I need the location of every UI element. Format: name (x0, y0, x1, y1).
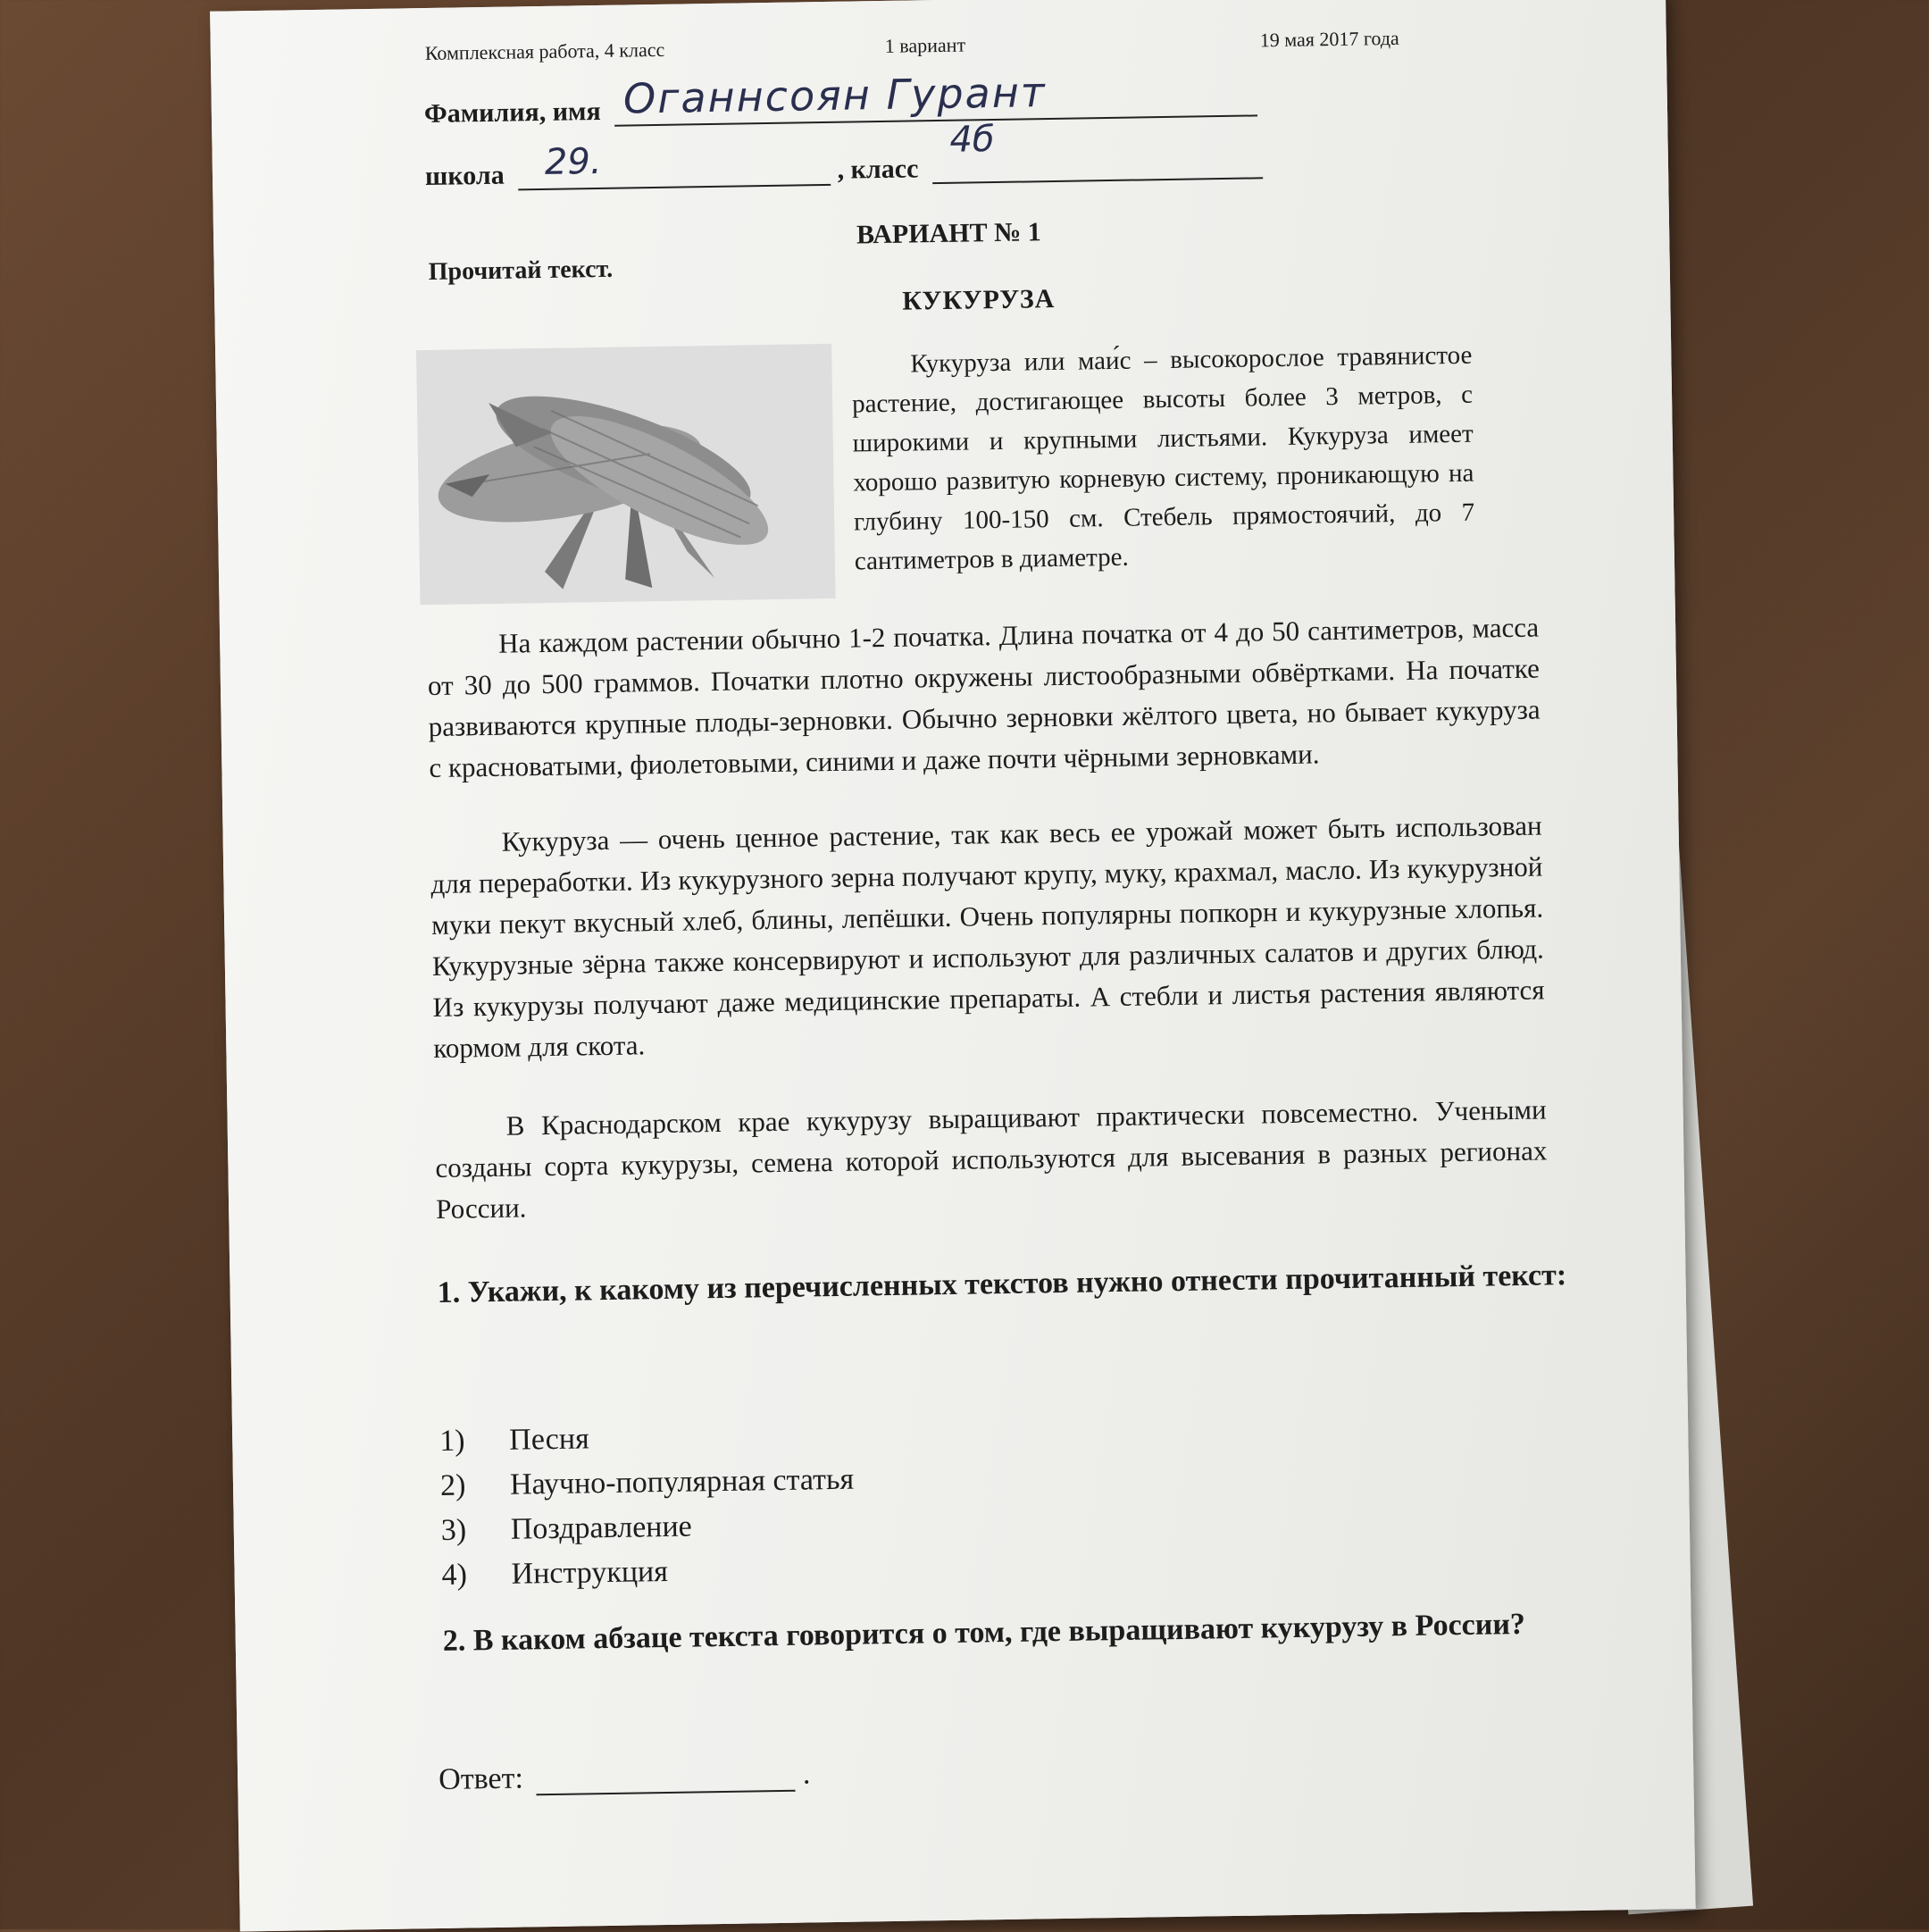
paragraph-1: Кукуруза или маи́с – высокорослое травянистое растение, достигающее высоты более 3 метров, с широкими и крупными листьями. Кукуруза имеет хорошо развитую корневую систему, проникающую на глубину 100-150 см. Стебель прямостоячий, до 7 сантиметров в диаметре. (851, 340, 1475, 576)
header-center: 1 вариант (884, 33, 966, 57)
answer-field[interactable] (536, 1763, 795, 1796)
name-field[interactable] (614, 68, 1257, 126)
school-class-row (424, 119, 1263, 192)
answer-label: Ответ: (438, 1761, 524, 1797)
class-label: , класс (837, 154, 919, 185)
answer-period: . (802, 1757, 811, 1791)
worksheet-page (210, 0, 1696, 1932)
option-number: 1) (438, 1424, 465, 1458)
paragraph-4: В Краснодарском крае кукурузу выращивают практически повсеместно. Учеными созданы сорта кукурузы, семена которой используются для высевания в разных регионах России. (435, 1093, 1548, 1225)
header-right: 19 мая 2017 года (1259, 26, 1399, 52)
option-label: Инструкция (511, 1554, 669, 1591)
question-1: 1. Укажи, к какому из перечисленных текстов нужно отнести прочитанный текст: (437, 1259, 1567, 1309)
option-1[interactable] (439, 1417, 589, 1464)
option-number: 3) (440, 1513, 467, 1547)
option-2[interactable] (440, 1458, 855, 1509)
option-3[interactable] (440, 1505, 692, 1553)
answer-row (438, 1757, 811, 1797)
option-label: Поздравление (510, 1510, 693, 1546)
read-prompt: Прочитай текст. (428, 255, 614, 286)
question-2: 2. В каком абзаце текста говорится о том, где выращивают кукурузу в России? (442, 1607, 1526, 1658)
text-title: КУКУРУЗА (902, 283, 1056, 316)
school-value: 29. (544, 140, 602, 183)
option-4[interactable] (441, 1550, 668, 1598)
corn-cobs-photo (416, 344, 835, 605)
paragraph-3: Кукуруза — очень ценное растение, так как весь ее урожай может быть использован для переработки. Из кукурузного зерна получают крупу, муку, крахмал, масло. Из кукурузной муки пекут вкусный хлеб, блины, лепёшки. Очень популярны попкорн и кукурузные хлопья. Кукурузные зёрна также консервируют и используют для различных салатов и других блюд. Из кукурузы получают даже медицинские препараты. А стебли и листья растения являются кормом для скота. (430, 809, 1545, 1065)
name-value: Оганнсоян Гурант (622, 68, 1047, 123)
option-number: 4) (441, 1558, 468, 1592)
class-field[interactable] (932, 119, 1264, 184)
name-field-row (423, 68, 1258, 130)
paragraph-2: На каждом растении обычно 1-2 початка. Длина початка от 4 до 50 сантиметров, масса от 30 до 500 граммов. Початки плотно окружены листообразными обвёртками. На початке развиваются крупные плоды-зерновки. Обычно зерновки жёлтого цвета, но бывает кукуруза с красноватыми, фиолетовыми, синими и даже почти чёрными зерновками. (427, 611, 1541, 784)
option-label: Песня (508, 1422, 589, 1457)
corn-icon (416, 344, 835, 605)
option-number: 2) (439, 1468, 466, 1502)
option-label: Научно-популярная статья (509, 1462, 855, 1501)
header-left: Комплексная работа, 4 класс (424, 38, 665, 65)
school-field[interactable] (518, 140, 831, 190)
class-value: 4б (949, 119, 995, 161)
variant-title: ВАРИАНТ № 1 (856, 217, 1041, 250)
school-label: школа (424, 160, 505, 192)
name-label: Фамилия, имя (423, 96, 601, 130)
